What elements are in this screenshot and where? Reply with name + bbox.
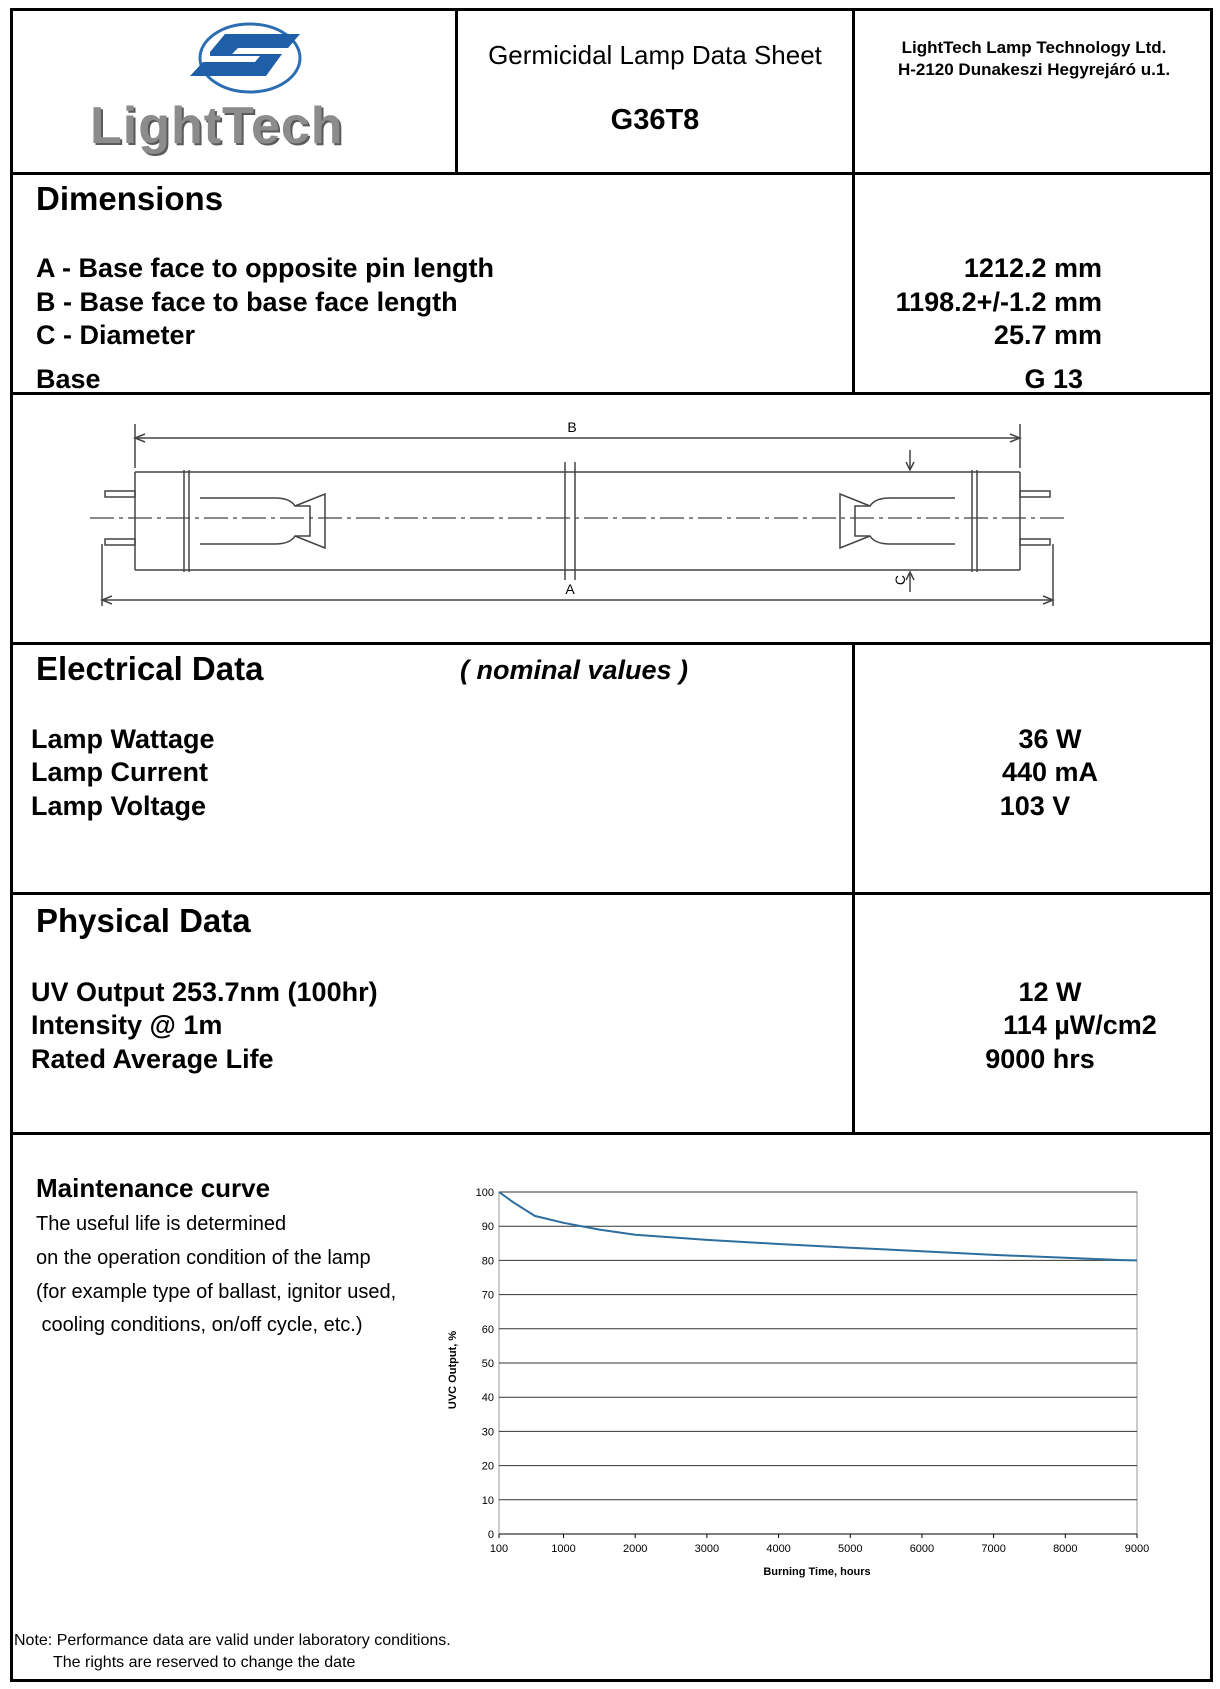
intensity-label: Intensity @ 1m	[31, 1010, 223, 1040]
logo-mark-icon	[60, 18, 440, 98]
label-c: C	[892, 574, 908, 586]
logo-text: LightTech	[90, 97, 344, 155]
maintenance-desc-3: (for example type of ballast, ignitor used,	[36, 1281, 397, 1303]
chart-x-axis-label: Burning Time, hours	[763, 1566, 871, 1578]
dim-c-label: C - Diameter	[36, 320, 196, 350]
dim-c-value: 25.7 mm	[993, 320, 1102, 350]
rated-life-value: 9000 hrs	[985, 1044, 1095, 1074]
company-address: H-2120 Dunakeszi Hegyrejáró u.1.	[897, 60, 1171, 79]
chart-y-tick-label: 90	[481, 1221, 494, 1234]
footer-note-2: The rights are reserved to change the date	[53, 1654, 356, 1671]
physical-divider	[852, 892, 855, 1135]
company-name: LightTech Lamp Technology Ltd.	[901, 38, 1167, 57]
chart-y-tick-label: 80	[481, 1255, 494, 1268]
label-b: B	[567, 419, 577, 435]
header-divider-1	[455, 8, 458, 175]
dimensions-title: Dimensions	[36, 180, 224, 217]
uv-output-value: 12 W	[1018, 977, 1082, 1007]
chart-x-tick-label: 4000	[766, 1543, 791, 1555]
chart-x-tick-label: 9000	[1124, 1543, 1150, 1555]
chart-y-tick-label: 50	[481, 1358, 494, 1370]
maintenance-title: Maintenance curve	[36, 1173, 271, 1203]
chart-y-tick-label: 60	[481, 1323, 494, 1336]
dim-a-label: A - Base face to opposite pin length	[36, 253, 495, 283]
lamp-voltage-value: 103 V	[999, 791, 1071, 821]
chart-x-tick-label: 3000	[694, 1543, 720, 1555]
electrical-title: Electrical Data	[36, 650, 264, 687]
lamp-wattage-value: 36 W	[1018, 724, 1082, 754]
chart-y-tick-label: 30	[481, 1426, 494, 1439]
chart-x-tick-label: 8000	[1053, 1543, 1078, 1555]
intensity-value: 114 µW/cm2	[1003, 1010, 1157, 1040]
base-label: Base	[36, 364, 101, 394]
chart-x-tick-label: 2000	[622, 1543, 648, 1555]
maintenance-chart	[440, 1178, 1170, 1588]
lamp-current-value: 440 mA	[1001, 757, 1099, 787]
lighttech-logo	[60, 18, 440, 168]
electrical-divider	[852, 642, 855, 895]
base-value: G 13	[1024, 364, 1083, 394]
chart-y-tick-label: 70	[481, 1289, 494, 1302]
maintenance-desc-4: cooling conditions, on/off cycle, etc.)	[36, 1314, 363, 1336]
doc-title: Germicidal Lamp Data Sheet	[488, 40, 822, 70]
header-divider-2	[852, 8, 855, 175]
rated-life-label: Rated Average Life	[31, 1044, 274, 1074]
dimensions-divider	[852, 172, 855, 395]
lamp-current-label: Lamp Current	[31, 757, 209, 787]
maintenance-desc-2: on the operation condition of the lamp	[36, 1247, 371, 1269]
uv-output-label: UV Output 253.7nm (100hr)	[31, 977, 378, 1007]
chart-x-tick-label: 1000	[551, 1543, 576, 1555]
chart-y-tick-label: 0	[487, 1529, 494, 1541]
lamp-wattage-label: Lamp Wattage	[31, 724, 215, 754]
chart-y-tick-label: 100	[475, 1187, 494, 1199]
chart-y-tick-label: 40	[481, 1392, 494, 1405]
chart-x-tick-label: 100	[489, 1543, 509, 1555]
model-number: G36T8	[610, 104, 700, 136]
footer-note-1: Note: Performance data are valid under laboratory conditions.	[14, 1632, 451, 1649]
dim-a-value: 1212.2 mm	[963, 253, 1102, 283]
lamp-dimension-drawing	[10, 394, 1210, 644]
chart-x-tick-label: 5000	[838, 1543, 863, 1555]
dim-b-label: B - Base face to base face length	[36, 287, 458, 317]
nominal-values-note: ( nominal values )	[460, 655, 689, 685]
lamp-voltage-label: Lamp Voltage	[31, 791, 207, 821]
chart-y-tick-label: 10	[481, 1494, 494, 1507]
chart-y-tick-label: 20	[481, 1460, 494, 1473]
chart-x-tick-label: 6000	[909, 1543, 935, 1555]
dim-b-value: 1198.2+/-1.2 mm	[895, 287, 1102, 317]
physical-title: Physical Data	[36, 902, 251, 939]
chart-y-axis-label: UVC Output, %	[447, 1330, 459, 1410]
label-a: A	[565, 581, 575, 597]
chart-x-tick-label: 7000	[981, 1543, 1006, 1555]
maintenance-desc-1: The useful life is determined	[36, 1213, 287, 1235]
